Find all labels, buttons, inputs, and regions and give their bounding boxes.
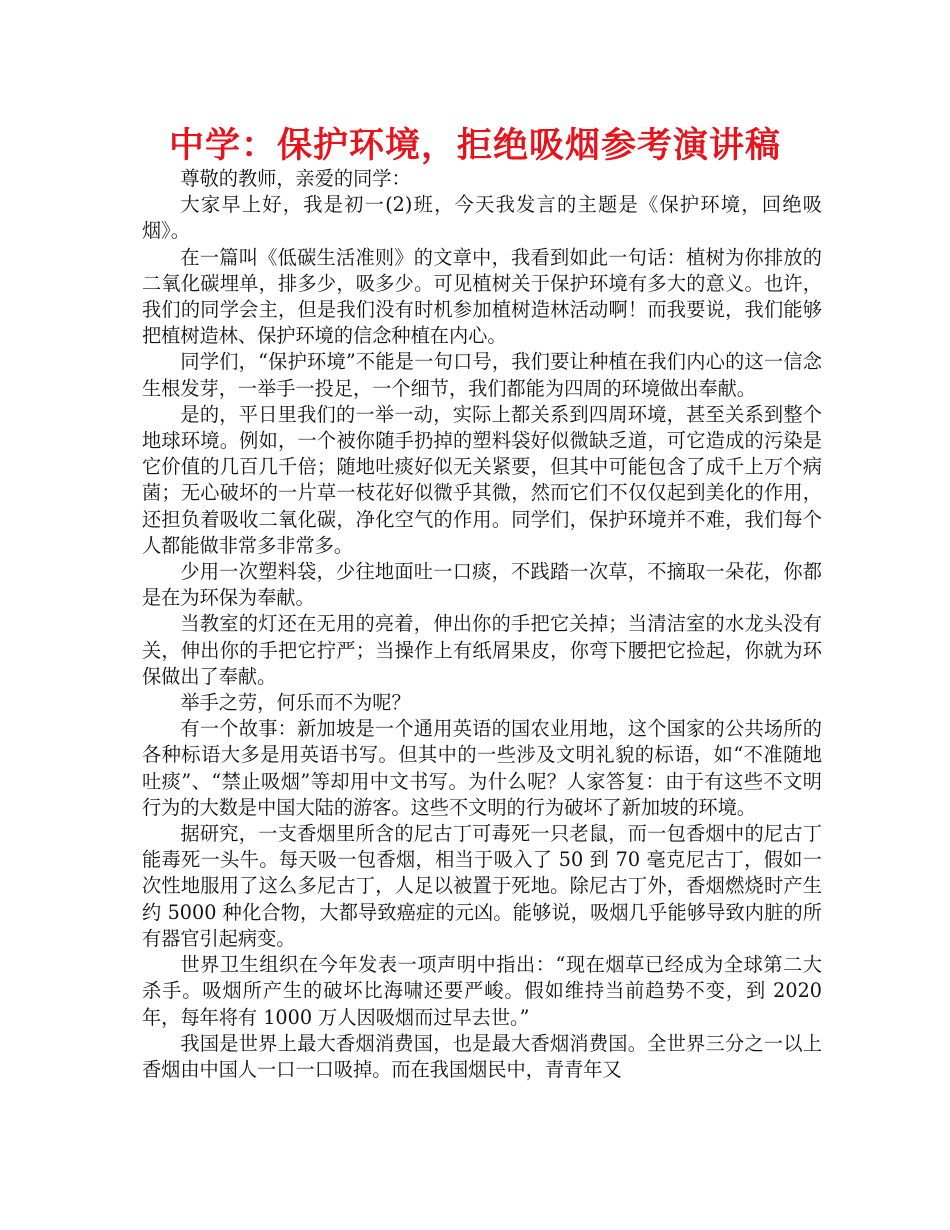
- paragraph-salutation: 尊敬的教师，亲爱的同学：: [180, 167, 411, 190]
- paragraph: 我国是世界上最大香烟消费国，也是最大香烟消费国。全世界三分之一以上香烟由中国人一口一口吸掉。而在我国烟民中，青青年又: [142, 1031, 822, 1081]
- paragraph: 是的，平日里我们的一举一动，实际上都关系到四周环境，甚至关系到整个地球环境。例如，一个被你随手扔掉的塑料袋好似微缺乏道，可它造成的污染是它价值的几百几千倍；随地吐痰好似无关紧要，但其中可能包含了成千上万个病菌；无心破坏的一片草一枝花好似微乎其微，然而它们不仅仅起到美化的作用，还担负着吸收二氧化碳，净化空气的作用。同学们，保护环境并不难，我们每个人都能做非常多非常多。: [142, 402, 822, 557]
- paragraph-greeting: 大家早上好，我是初一(2)班，今天我发言的主题是《保护环境，回绝吸烟》。: [142, 193, 822, 243]
- paragraph: 少用一次塑料袋，少往地面吐一口痰，不践踏一次草，不摘取一朵花，你都是在为环保为奉献。: [142, 560, 822, 610]
- paragraph: 有一个故事：新加坡是一个通用英语的国农业用地，这个国家的公共场所的各种标语大多是用英语书写。但其中的一些涉及文明礼貌的标语，如“不准随地吐痰”、“禁止吸烟”等却用中文书写。为什么呢？人家答复：由于有这些不文明行为的大数是中国大陆的游客。这些不文明的行为破坏了新加坡的环境。: [142, 717, 822, 819]
- paragraph: 当教室的灯还在无用的亮着，伸出你的手把它关掉；当清洁室的水龙头没有关，伸出你的手把它拧严；当操作上有纸屑果皮，你弯下腰把它捡起，你就为环保做出了奉献。: [142, 612, 822, 688]
- paragraph: 在一篇叫《低碳生活准则》的文章中，我看到如此一句话：植树为你排放的二氧化碳埋单，排多少，吸多少。可见植树关于保护环境有多大的意义。也许，我们的同学会主，但是我们没有时机参加植树造林活动啊！而我要说，我们能够把植树造林、保护环境的信念种植在内心。: [142, 245, 822, 348]
- paragraph: 同学们，“保护环境”不能是一句口号，我们要让种植在我们内心的这一信念生根发芽，一举手一投足，一个细节，我们都能为四周的环境做出奉献。: [142, 350, 822, 400]
- paragraph: 据研究，一支香烟里所含的尼古丁可毒死一只老鼠，而一包香烟中的尼古丁能毒死一头牛。每天吸一包香烟，相当于吸入了 50 到 70 毫克尼古丁，假如一次性地服用了这么多尼古丁，人足以被置于死地。除尼古丁外，香烟燃烧时产生约 5000 种化合物，大都导致癌症的元凶。能够说，吸烟几乎能够导致内脏的所有器官引起病变。: [142, 822, 822, 950]
- document-body: [142, 166, 822, 1083]
- paragraph: 世界卫生组织在今年发表一项声明中指出：“现在烟草已经成为全球第二大杀手。吸烟所产生的破坏比海啸还要严峻。假如维持当前趋势不变，到 2020 年，每年将有 1000 万人因吸烟而过早去世。”: [142, 953, 822, 1029]
- document-title: 中学：保护环境，拒绝吸烟参考演讲稿: [168, 126, 781, 166]
- paragraph: 举手之劳，何乐而不为呢？: [180, 691, 411, 715]
